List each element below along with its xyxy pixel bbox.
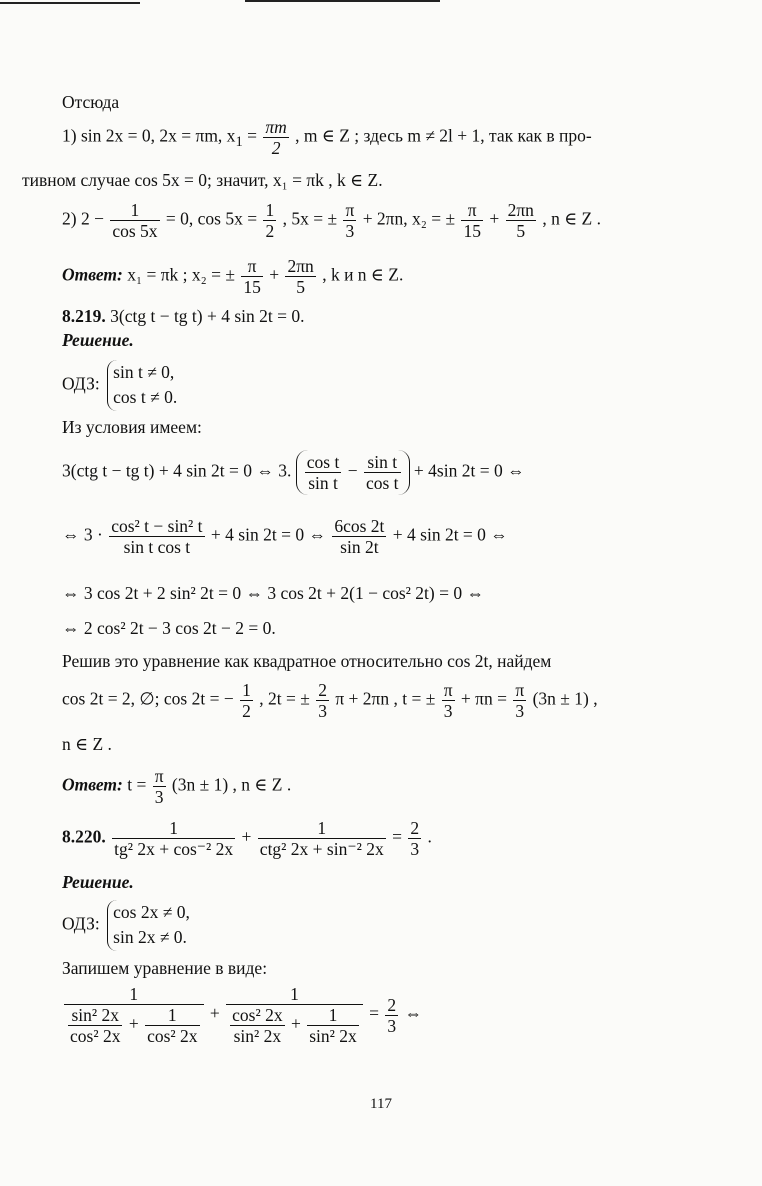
problem-8-219: 8.219. 3(ctg t − tg t) + 4 sin 2t = 0. [62,306,305,326]
equation-final: 1 $\frac{\text{sin² 2x}}{\text{cos² 2x}}$ + $\frac{1}{\text{cos² 2x}}$ + 1 $\frac{\text{cos² 2x}}{\text{sin² 2x}}$ + $\frac{1}{\text{sin² 2x}}$ = $\frac{2}{3}$ ⇔ [62,984,422,1046]
solution-line-3: 2) 2 − $\frac{1}{\cos 5x}$ = 0, cos 5x = $\frac{1}{2}$ , 5x = ± $\frac{\pi}{3}$ + 2πn, x₂ = ± $\frac{\pi}{15}$ + $\frac{2\pi n}{5}$ , n ∈ Z . [62,200,601,242]
solution-heading-2: Решение. [62,872,134,892]
solution-line-2: тивном случае cos 5x = 0; значит, x₁ = πk , k ∈ Z. [22,170,383,190]
equation-1: 3(ctg t − tg t) + 4 sin 2t = 0 ⇔ 3. $\frac{\text{cos t}}{\text{sin t}}$ − $\frac{\text{sin t}}{\text{cos t}}$ + 4sin 2t = 0 ⇔ [62,450,525,495]
odz-2: ОДЗ: cos 2x ≠ 0, sin 2x ≠ 0. [62,900,190,951]
text-n-in-z: n ∈ Z . [62,734,112,754]
text-write-equation: Запишем уравнение в виде: [62,958,268,978]
text-from-condition: Из условия имеем: [62,417,202,437]
top-rule-right [245,0,440,2]
text-otsyuda: Отсюда [62,92,120,112]
answer-2: Ответ: t = $\frac{\pi}{3}$ (3n ± 1) , n ∈ Z . [62,766,292,808]
equation-2: ⇔ 3 · $\frac{\text{cos² t − sin² t}}{\text{sin t cos t}}$ + 4 sin 2t = 0 ⇔ $\frac{6\cos 2t}{\sin 2t}$ + 4 sin 2t = 0 ⇔ [62,516,508,558]
equation-4: ⇔ 2 cos² 2t − 3 cos 2t − 2 = 0. [62,618,276,638]
odz-1: ОДЗ: sin t ≠ 0, cos t ≠ 0. [62,360,177,411]
text-solving: Решив это уравнение как квадратное относительно cos 2t, найдем [62,651,552,671]
answer-1: Ответ: x₁ = πk ; x₂ = ± $\frac{\pi}{15}$ + $\frac{2\pi n}{5}$ , k и n ∈ Z. [62,256,404,298]
page-number: 117 [370,1096,392,1112]
problem-8-220: 8.220. $\frac{1}{\text{tg² 2x + cos⁻² 2x}}$ + $\frac{1}{\text{ctg² 2x + sin⁻² 2x}}$ = $\frac{2}{3}$ . [62,818,432,860]
equation-3: ⇔ 3 cos 2t + 2 sin² 2t = 0 ⇔ 3 cos 2t + 2(1 − cos² 2t) = 0 ⇔ [62,583,484,603]
top-rule-left [0,2,140,4]
equation-5: cos 2t = 2, ∅; cos 2t = − $\frac{1}{2}$ , 2t = ± $\frac{2}{3}$ π + 2πn , t = ± $\frac{\pi}{3}$ + πn = $\frac{\pi}{3}$ (3n ± 1) , [62,680,598,722]
solution-line-1: 1) sin 2x = 0, 2x = πm, $x_1$ = $\frac{\pi m}{2}$ , m ∈ Z ; здесь m ≠ 2l + 1, так как в про- [62,117,592,159]
solution-heading-1: Решение. [62,330,134,350]
